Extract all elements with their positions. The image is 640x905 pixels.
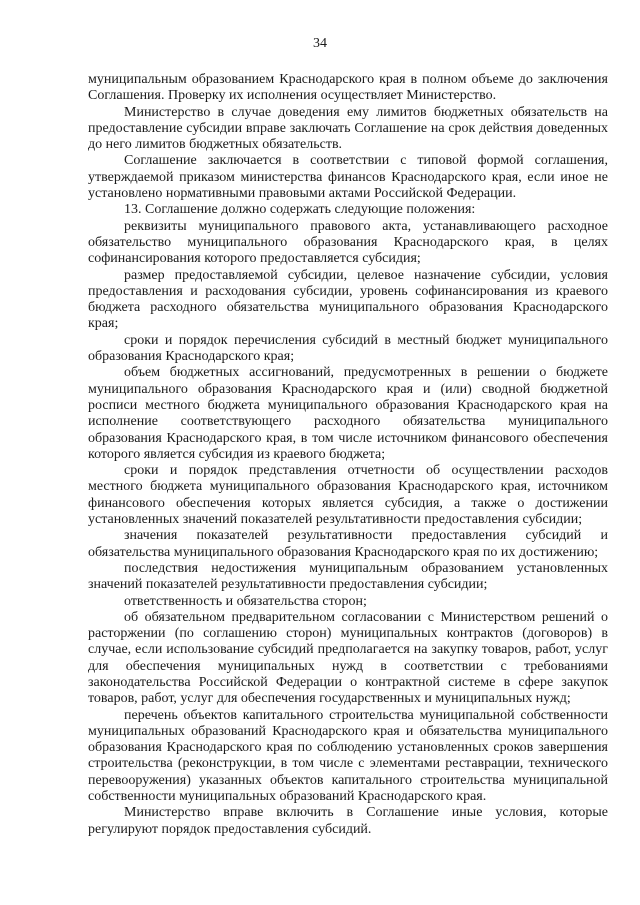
paragraph: Соглашение заключается в соответствии с типовой формой соглашения, утверждаемой приказом министерства финансов Краснодарского края, если иное не установлено нормативными правовыми актами Российской Федерации.: [88, 153, 608, 202]
paragraph: ответственность и обязательства сторон;: [124, 593, 367, 609]
paragraph: сроки и порядок представления отчетности об осуществлении расходов местного бюджета муниципального образования Краснодарского края, источником финансового обеспечения которых является субсидия, а также о достижении установленных значений показателей результативности предоставления субсидии;: [88, 463, 608, 528]
document-body: [88, 72, 608, 838]
paragraph: последствия недостижения муниципальным образованием установленных значений показателей результативности предоставления субсидии;: [88, 560, 608, 593]
paragraph: 13. Соглашение должно содержать следующие положения:: [124, 202, 476, 218]
paragraph: Министерство вправе включить в Соглашение иные условия, которые регулируют порядок предоставления субсидий.: [88, 805, 608, 837]
paragraph: значения показателей результативности предоставления субсидий и обязательства муниципального образования Краснодарского края по их достижению;: [88, 528, 608, 560]
paragraph: реквизиты муниципального правового акта, устанавливающего расходное обязательство муниципального образования Краснодарского края, в целях софинансирования которого предоставляется субсидия;: [88, 218, 608, 267]
paragraph: муниципальным образованием Краснодарского края в полном объеме до заключения Соглашения. Проверку их исполнения осуществляет Министерство.: [88, 72, 608, 104]
paragraph: объем бюджетных ассигнований, предусмотренных в решении о бюджете муниципального образования Краснодарского края и (или) сводной бюджетной росписи местного бюджета муниципального образования Краснодарского края на исполнение соответствующего расходного обязательства муниципального образования Краснодарского края, в том числе источником финансового обеспечения которого является субсидия из краевого бюджета;: [88, 365, 608, 462]
paragraph: об обязательном предварительном согласовании с Министерством решений о расторжении (по соглашению сторон) муниципальных контрактов (договоров) в случае, если использование субсидий предполагается на закупку товаров, работ, услуг для обеспечения муниципальных нужд в соответствии с требованиями законодательства Российской Федерации о контрактной системе в сфере закупок товаров, работ, услуг для обеспечения государственных и муниципальных нужд;: [88, 609, 608, 707]
paragraph: размер предоставляемой субсидии, целевое назначение субсидии, условия предоставления и расходования субсидии, уровень софинансирования из краевого бюджета расходного обязательства муниципального образования Краснодарского края;: [88, 267, 608, 332]
paragraph: перечень объектов капитального строительства муниципальной собственности муниципальных образований Краснодарского края и обязательства муниципального образования Краснодарского края по соблюдению установленных сроков завершения строительства (реконструкции, в том числе с элементами реставрации, технического перевооружения) указанных объектов капитального строительства муниципальной собственности муниципальных образований Краснодарского края.: [88, 707, 608, 805]
page-number: 34: [313, 36, 327, 51]
paragraph: сроки и порядок перечисления субсидий в местный бюджет муниципального образования Краснодарского края;: [88, 332, 608, 365]
paragraph: Министерство в случае доведения ему лимитов бюджетных обязательств на предоставление субсидии вправе заключать Соглашение на срок действия доведенных до него лимитов бюджетных обязательств.: [88, 104, 608, 153]
